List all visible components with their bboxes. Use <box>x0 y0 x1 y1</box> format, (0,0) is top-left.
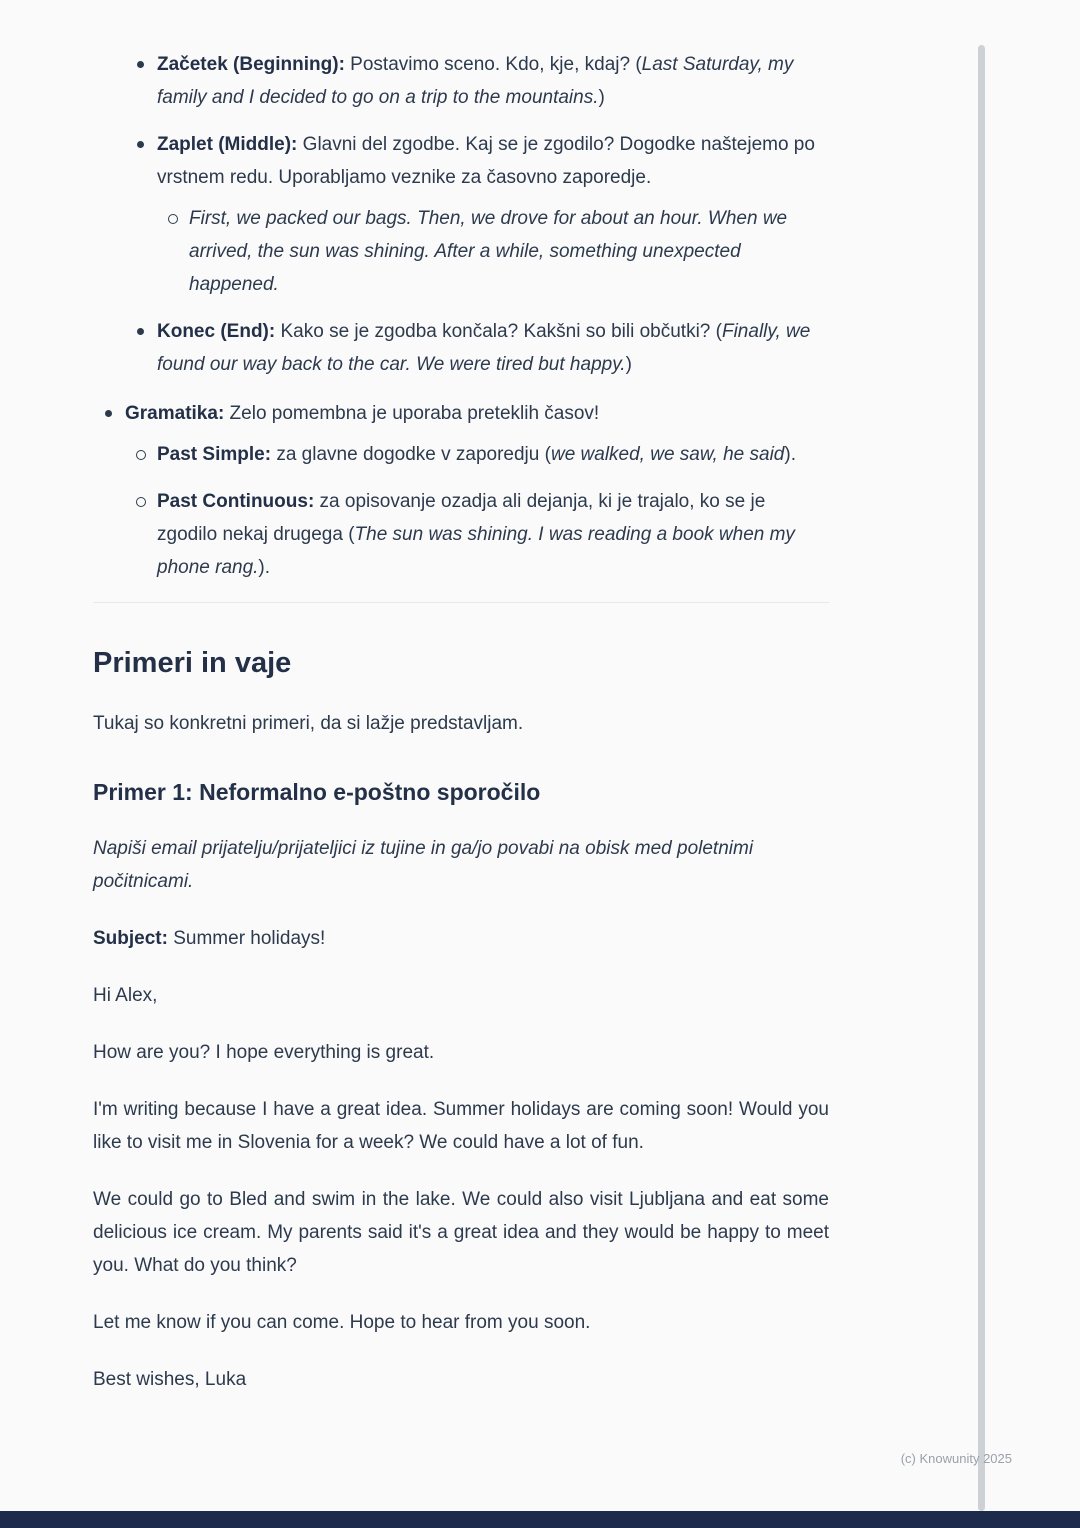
item-label: Začetek (Beginning): <box>157 54 345 75</box>
item-example: we walked, we saw, he said <box>550 444 785 465</box>
list-item-end <box>157 315 829 381</box>
footer-bar <box>0 1511 1080 1528</box>
subject-label: Subject: <box>93 927 168 949</box>
list-item-beginning <box>157 48 829 114</box>
email-paragraph-1: How are you? I hope everything is great. <box>93 1041 435 1063</box>
list-item-past-continuous <box>157 485 829 584</box>
email-subject-line <box>93 922 829 955</box>
copyright-watermark: (c) Knowunity 2025 <box>900 1451 1012 1466</box>
email-paragraph-4: Let me know if you can come. Hope to hear from you soon. <box>93 1311 591 1333</box>
item-label: Past Continuous: <box>157 491 315 512</box>
item-close: ). <box>258 557 271 578</box>
item-text: Zelo pomembna je uporaba preteklih časov! <box>224 403 600 424</box>
item-label: Gramatika: <box>125 403 225 424</box>
item-example: The sun was shining. I was reading a book when my phone rang. <box>157 524 795 578</box>
item-label: Konec (End): <box>157 321 276 342</box>
example1-task <box>93 832 829 898</box>
section-divider <box>93 602 829 603</box>
grammar-sub-list <box>125 438 829 584</box>
task-text: Napiši email prijatelju/prijateljici iz tujine in ga/jo povabi na obisk med poletnimi počitnicami. <box>93 837 754 892</box>
list-item-middle <box>157 128 829 301</box>
example1-title: Primer 1: Neformalno e-poštno sporočilo <box>93 778 541 805</box>
list-item-grammar <box>125 397 829 584</box>
item-text: za opisovanje ozadja ali dejanja, ki je trajalo, ko se je zgodilo nekaj drugega ( <box>157 491 766 545</box>
item-text: Glavni del zgodbe. Kaj se je zgodilo? Dogodke naštejemo po vrstnem redu. Uporabljamo veznike za časovno zaporedje. <box>157 134 815 188</box>
email-paragraph-3: We could go to Bled and swim in the lake. We could also visit Ljubljana and eat some delicious ice cream. My parents said it's a great idea and they would be happy to meet you. What do you think? <box>93 1188 829 1276</box>
story-structure-list <box>93 48 829 381</box>
scrollbar-thumb[interactable] <box>978 45 985 1511</box>
item-text: Postavimo sceno. Kdo, kje, kdaj? ( <box>344 54 642 75</box>
item-close: ) <box>625 354 632 375</box>
item-close: ) <box>598 87 605 108</box>
section-title: Primeri in vaje <box>93 647 292 679</box>
email-greeting: Hi Alex, <box>93 984 158 1006</box>
item-example: Finally, we found our way back to the car. We were tired but happy. <box>157 321 811 375</box>
list-item-middle-example <box>189 202 829 301</box>
content-area <box>93 48 829 1396</box>
email-signature: Best wishes, Luka <box>93 1368 247 1390</box>
item-text: za glavne dogodke v zaporedju ( <box>271 444 551 465</box>
grammar-list <box>93 397 829 584</box>
subject-text: Summer holidays! <box>167 927 326 949</box>
item-example: Last Saturday, my family and I decided to go on a trip to the mountains. <box>157 54 794 108</box>
item-example: First, we packed our bags. Then, we drove for about an hour. When we arrived, the sun was shining. After a while, something unexpected happened. <box>189 208 788 295</box>
item-label: Past Simple: <box>157 444 272 465</box>
email-paragraph-2: I'm writing because I have a great idea. Summer holidays are coming soon! Would you like to visit me in Slovenia for a week? We could have a lot of fun. <box>93 1098 829 1153</box>
sub-list <box>157 202 829 301</box>
item-close: ). <box>784 444 796 465</box>
item-text: Kako se je zgodba končala? Kakšni so bili občutki? ( <box>275 321 722 342</box>
list-item-past-simple <box>157 438 829 471</box>
item-label: Zaplet (Middle): <box>157 134 298 155</box>
section-intro: Tukaj so konkretni primeri, da si lažje predstavljam. <box>93 712 524 734</box>
